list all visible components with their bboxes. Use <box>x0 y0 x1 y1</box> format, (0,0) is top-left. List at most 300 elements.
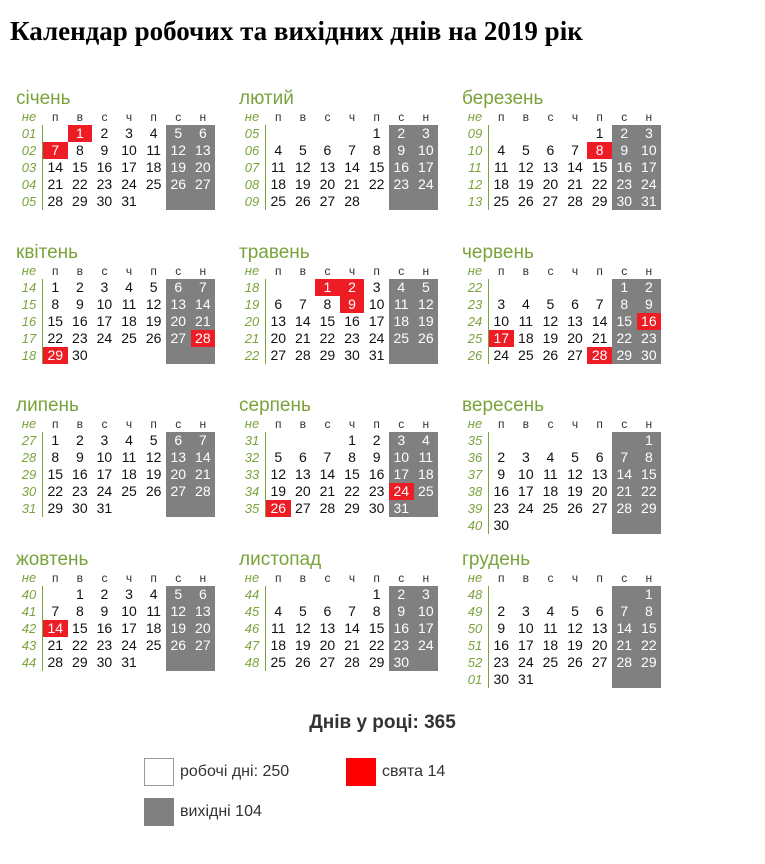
month-grid <box>464 417 684 534</box>
week-number: 33 <box>244 467 260 482</box>
work-day: 28 <box>344 193 360 209</box>
week-number: 19 <box>244 297 260 312</box>
work-day: 11 <box>146 603 161 619</box>
weekday-label: с <box>621 110 628 124</box>
weekday-label: н <box>422 264 430 278</box>
weekday-label: п <box>596 110 603 124</box>
work-day: 23 <box>493 500 510 516</box>
work-day: 18 <box>270 637 287 653</box>
weekend-day: 13 <box>166 449 191 466</box>
empty-day <box>514 125 539 142</box>
work-day: 9 <box>497 620 506 636</box>
work-day: 11 <box>543 466 558 482</box>
work-day: 26 <box>567 500 583 516</box>
work-day: 22 <box>72 637 88 653</box>
work-day: 20 <box>319 637 336 653</box>
weekday-label: ч <box>125 417 133 431</box>
work-day: 31 <box>96 500 113 516</box>
work-day: 30 <box>72 500 88 516</box>
empty-day <box>364 193 389 210</box>
week-row <box>464 466 684 483</box>
empty-day <box>92 347 117 364</box>
work-day: 27 <box>319 193 336 209</box>
empty-day <box>291 279 316 296</box>
work-day: 1 <box>75 586 84 602</box>
weekday-label: с <box>324 110 331 124</box>
weekday-label: с <box>547 571 554 585</box>
empty-day <box>587 671 612 688</box>
work-day: 5 <box>274 449 283 465</box>
work-day: 2 <box>372 432 381 448</box>
weekend-day: 12 <box>166 603 191 620</box>
week-row <box>18 142 238 159</box>
weekday-label: в <box>299 571 307 585</box>
week-column-divider <box>42 432 43 517</box>
weekday-label: с <box>101 417 108 431</box>
work-day: 31 <box>368 347 385 363</box>
weekday-label: в <box>522 571 530 585</box>
week-column-divider <box>42 279 43 364</box>
work-day: 5 <box>546 296 555 312</box>
week-row <box>241 500 461 517</box>
weekend-day: 23 <box>389 176 414 193</box>
work-day: 25 <box>145 637 162 653</box>
weekday-label: в <box>76 110 84 124</box>
weekday-header <box>241 264 461 279</box>
weekday-label: ч <box>125 264 133 278</box>
weekday-label: п <box>596 571 603 585</box>
work-day: 19 <box>518 176 534 192</box>
weekday-header <box>18 110 238 125</box>
weekend-day: 22 <box>637 637 662 654</box>
weekday-label: с <box>324 571 331 585</box>
work-day: 19 <box>270 483 287 499</box>
week-number: 04 <box>21 177 37 192</box>
weekday-label: в <box>522 264 530 278</box>
holiday-day: 14 <box>43 620 68 637</box>
empty-day <box>489 279 514 296</box>
weekend-day <box>166 193 191 210</box>
work-day: 6 <box>571 296 579 312</box>
work-day: 25 <box>542 654 559 670</box>
weekday-label: п <box>150 110 157 124</box>
weekend-day <box>612 671 637 688</box>
work-day: 29 <box>344 500 360 516</box>
work-day: 25 <box>145 176 162 192</box>
weekend-day: 19 <box>166 620 191 637</box>
month-name: липень <box>16 395 79 416</box>
empty-day <box>587 586 612 603</box>
work-day: 30 <box>493 671 510 687</box>
work-day: 28 <box>295 347 311 363</box>
weekend-day: 31 <box>389 500 414 517</box>
week-number: 28 <box>21 450 37 465</box>
week-row <box>18 500 238 517</box>
empty-day <box>587 432 612 449</box>
work-day: 24 <box>96 330 113 346</box>
weekend-day: 29 <box>637 500 662 517</box>
work-day: 13 <box>542 159 559 175</box>
weekend-day: 24 <box>414 637 439 654</box>
work-day: 13 <box>591 620 608 636</box>
week-row <box>464 603 684 620</box>
weekend-day <box>612 586 637 603</box>
month-9 <box>464 395 684 534</box>
work-day: 21 <box>47 637 64 653</box>
work-day: 22 <box>368 176 385 192</box>
weekend-day <box>612 432 637 449</box>
empty-day <box>141 500 166 517</box>
weekday-header <box>241 417 461 432</box>
work-day: 12 <box>295 159 311 175</box>
work-day: 7 <box>323 449 332 465</box>
weekend-day: 13 <box>191 142 216 159</box>
work-day: 27 <box>542 193 559 209</box>
week-row <box>241 159 461 176</box>
weekday-label: п <box>596 264 603 278</box>
week-number: 14 <box>21 280 37 295</box>
week-number: 05 <box>21 194 37 209</box>
weekday-label: в <box>522 110 530 124</box>
holiday-day: 9 <box>340 296 365 313</box>
work-day: 23 <box>72 330 88 346</box>
weekend-day: 24 <box>414 176 439 193</box>
work-day: 8 <box>372 603 381 619</box>
work-day: 20 <box>567 330 583 346</box>
week-number: 34 <box>244 484 260 499</box>
work-day: 23 <box>368 483 385 499</box>
empty-day <box>43 586 68 603</box>
work-day: 8 <box>51 296 60 312</box>
work-day: 20 <box>591 483 608 499</box>
week-row <box>18 586 238 603</box>
work-day: 25 <box>542 500 559 516</box>
work-day: 2 <box>75 279 84 295</box>
work-day: 28 <box>319 500 336 516</box>
weekend-day <box>637 671 662 688</box>
weekend-day: 14 <box>612 620 637 637</box>
empty-day <box>291 125 316 142</box>
work-day: 19 <box>295 176 311 192</box>
week-row <box>241 586 461 603</box>
holiday-day: 28 <box>587 347 612 364</box>
weekend-day: 9 <box>637 296 662 313</box>
week-number: 42 <box>21 621 37 636</box>
week-row <box>241 142 461 159</box>
work-day: 30 <box>72 347 88 363</box>
weekday-label: с <box>175 264 182 278</box>
work-day: 3 <box>497 296 506 312</box>
work-day: 17 <box>518 637 534 653</box>
week-row <box>241 347 461 364</box>
empty-day <box>117 500 142 517</box>
weekday-label: с <box>621 571 628 585</box>
weekend-day: 8 <box>637 603 662 620</box>
weekend-day: 5 <box>166 125 191 142</box>
weekend-day: 10 <box>389 449 414 466</box>
week-number: 41 <box>21 604 37 619</box>
work-day: 15 <box>72 620 88 636</box>
week-column-divider <box>42 586 43 671</box>
empty-day <box>563 432 588 449</box>
weekday-label: с <box>101 110 108 124</box>
week-row <box>18 347 238 364</box>
work-day: 20 <box>542 176 559 192</box>
work-day: 15 <box>368 159 385 175</box>
week-row <box>241 466 461 483</box>
work-day: 30 <box>344 347 360 363</box>
month-grid <box>18 571 238 671</box>
weekday-label: н <box>645 110 653 124</box>
work-day: 22 <box>344 483 360 499</box>
week-row <box>18 620 238 637</box>
week-number-header: не <box>467 109 483 124</box>
week-row <box>18 193 238 210</box>
work-day: 3 <box>100 279 109 295</box>
weekday-header <box>18 264 238 279</box>
week-row <box>18 483 238 500</box>
week-row <box>18 159 238 176</box>
week-row <box>464 449 684 466</box>
work-day: 4 <box>125 279 133 295</box>
work-day: 9 <box>372 449 381 465</box>
work-day: 16 <box>96 620 113 636</box>
work-day: 31 <box>518 671 534 687</box>
work-day: 1 <box>595 125 604 141</box>
work-day: 21 <box>344 176 360 192</box>
weekend-day: 11 <box>414 449 439 466</box>
weekday-label: п <box>275 571 282 585</box>
week-number: 44 <box>21 655 37 670</box>
weekend-day: 9 <box>612 142 637 159</box>
weekend-day: 23 <box>389 637 414 654</box>
week-number: 11 <box>468 160 482 175</box>
weekday-label: н <box>645 417 653 431</box>
month-6 <box>464 242 684 364</box>
weekend-day: 25 <box>414 483 439 500</box>
empty-day <box>587 279 612 296</box>
empty-day <box>514 279 539 296</box>
work-day: 1 <box>348 432 356 448</box>
work-day: 11 <box>121 449 137 465</box>
work-day: 12 <box>542 313 559 329</box>
work-day: 2 <box>100 125 109 141</box>
work-day: 4 <box>497 142 506 158</box>
work-day: 19 <box>145 466 162 482</box>
work-day: 5 <box>149 279 158 295</box>
work-day: 7 <box>348 603 356 619</box>
work-day: 26 <box>542 347 559 363</box>
empty-day <box>514 517 539 534</box>
month-1 <box>18 88 238 210</box>
weekday-label: в <box>299 110 307 124</box>
week-number: 36 <box>467 450 483 465</box>
work-day: 24 <box>493 347 510 363</box>
month-7 <box>18 395 238 517</box>
month-10 <box>18 549 238 671</box>
weekday-label: п <box>373 110 380 124</box>
work-day: 8 <box>372 142 381 158</box>
empty-day <box>291 432 316 449</box>
weekend-day: 17 <box>414 620 439 637</box>
weekday-label: ч <box>571 417 579 431</box>
week-number: 48 <box>467 587 483 602</box>
week-row <box>464 296 684 313</box>
holiday-day: 1 <box>68 125 93 142</box>
work-day: 12 <box>295 620 311 636</box>
week-number-header: не <box>21 263 37 278</box>
week-number: 15 <box>21 297 37 312</box>
week-number: 35 <box>244 501 260 516</box>
weekend-day: 22 <box>637 483 662 500</box>
weekday-header <box>18 417 238 432</box>
month-grid <box>464 264 684 364</box>
weekend-day: 30 <box>612 193 637 210</box>
work-day: 26 <box>145 330 162 346</box>
work-day: 21 <box>319 483 336 499</box>
empty-day <box>489 432 514 449</box>
work-day: 12 <box>145 449 162 465</box>
weekend-day: 3 <box>414 125 439 142</box>
work-day: 10 <box>96 449 113 465</box>
work-day: 13 <box>591 466 608 482</box>
work-day: 13 <box>567 313 583 329</box>
week-column-divider <box>488 586 489 688</box>
week-number: 31 <box>244 433 260 448</box>
weekend-day <box>166 654 191 671</box>
work-day: 10 <box>518 466 534 482</box>
weekend-day: 21 <box>612 483 637 500</box>
weekend-day: 6 <box>191 125 216 142</box>
week-number: 05 <box>244 126 260 141</box>
week-number-header: не <box>21 416 37 431</box>
weekend-day <box>414 347 439 364</box>
legend-weekends <box>144 798 262 826</box>
weekend-day: 30 <box>389 654 414 671</box>
week-number: 01 <box>467 672 483 687</box>
weekday-label: ч <box>348 571 356 585</box>
work-day: 21 <box>567 176 583 192</box>
weekend-day: 6 <box>166 279 191 296</box>
weekend-day: 2 <box>389 125 414 142</box>
week-number: 27 <box>21 433 37 448</box>
work-day: 10 <box>518 620 534 636</box>
work-day: 13 <box>270 313 287 329</box>
weekend-day: 11 <box>389 296 414 313</box>
week-column-divider <box>488 125 489 210</box>
weekday-label: в <box>76 417 84 431</box>
work-day: 7 <box>595 296 604 312</box>
work-day: 4 <box>149 125 158 141</box>
week-row <box>241 483 461 500</box>
weekday-label: ч <box>125 571 133 585</box>
work-day: 27 <box>319 654 336 670</box>
work-day: 1 <box>51 279 60 295</box>
holiday-day: 16 <box>637 313 662 330</box>
empty-day <box>489 586 514 603</box>
work-day: 26 <box>518 193 534 209</box>
weekend-day: 7 <box>191 279 216 296</box>
week-number: 31 <box>21 501 37 516</box>
empty-day <box>266 586 291 603</box>
empty-day <box>538 517 563 534</box>
week-number: 45 <box>244 604 260 619</box>
work-day: 15 <box>319 313 336 329</box>
empty-day <box>266 279 291 296</box>
work-day: 27 <box>295 500 311 516</box>
work-day: 23 <box>344 330 360 346</box>
weekend-day: 20 <box>191 620 216 637</box>
week-row <box>18 466 238 483</box>
weekend-day <box>191 654 216 671</box>
work-day: 13 <box>319 620 336 636</box>
work-day: 22 <box>368 637 385 653</box>
week-number: 22 <box>244 348 260 363</box>
weekday-label: п <box>498 571 505 585</box>
work-day: 11 <box>270 620 286 636</box>
week-number: 18 <box>21 348 37 363</box>
work-day: 16 <box>72 466 88 482</box>
week-number: 13 <box>467 194 483 209</box>
work-day: 10 <box>121 603 137 619</box>
work-day: 23 <box>96 637 113 653</box>
weekend-day: 12 <box>166 142 191 159</box>
weekend-day: 2 <box>612 125 637 142</box>
work-day: 7 <box>348 142 356 158</box>
week-number: 10 <box>467 143 483 158</box>
month-8 <box>241 395 461 517</box>
week-column-divider <box>265 432 266 517</box>
weekend-day: 13 <box>191 603 216 620</box>
month-grid <box>241 110 461 210</box>
work-day: 28 <box>47 193 64 209</box>
week-row <box>464 347 684 364</box>
empty-day <box>538 125 563 142</box>
work-day: 16 <box>493 483 510 499</box>
weekend-day: 27 <box>191 637 216 654</box>
week-row <box>241 449 461 466</box>
weekday-label: с <box>398 571 405 585</box>
work-day: 12 <box>518 159 534 175</box>
weekday-label: п <box>52 264 59 278</box>
weekday-label: ч <box>571 110 579 124</box>
weekend-day: 1 <box>637 432 662 449</box>
work-day: 11 <box>270 159 286 175</box>
week-row <box>18 296 238 313</box>
work-day: 16 <box>96 159 113 175</box>
work-day: 16 <box>368 466 385 482</box>
month-name: червень <box>462 242 534 263</box>
work-day: 29 <box>72 654 88 670</box>
work-day: 6 <box>298 449 307 465</box>
weekday-label: н <box>199 417 207 431</box>
empty-day <box>340 125 365 142</box>
work-day: 8 <box>348 449 356 465</box>
weekday-header <box>464 110 684 125</box>
work-day: 10 <box>493 313 510 329</box>
weekend-day: 3 <box>389 432 414 449</box>
week-number-header: не <box>21 570 37 585</box>
week-number: 12 <box>467 177 483 192</box>
month-2 <box>241 88 461 210</box>
work-day: 30 <box>493 517 510 533</box>
weekend-day: 17 <box>389 466 414 483</box>
weekday-label: с <box>398 110 405 124</box>
empty-day <box>315 586 340 603</box>
weekday-label: в <box>299 264 307 278</box>
weekday-label: п <box>498 110 505 124</box>
weekday-label: п <box>275 264 282 278</box>
